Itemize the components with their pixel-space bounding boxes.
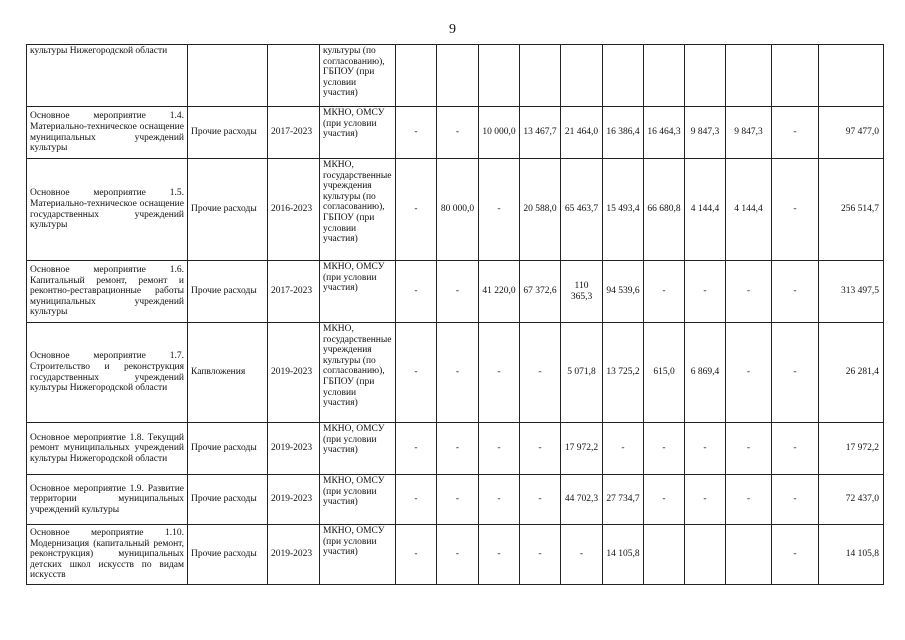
value-cell: 94 539,6 — [603, 261, 644, 323]
table-row — [27, 423, 884, 475]
value-cell: 13 467,7 — [520, 107, 561, 159]
value-cell: - — [726, 475, 772, 525]
executor-cell: культуры (по согласованию), ГБПОУ (при условии участия) — [320, 45, 396, 107]
value-cell — [396, 45, 437, 107]
activity-name-cell: Основное мероприятие 1.4. Материально-техническое оснащение муниципальных учреждений культуры — [27, 107, 188, 159]
executor-cell: МКНО, ОМСУ (при условии участия) — [320, 423, 396, 475]
expense-category-cell: Прочие расходы — [188, 475, 268, 525]
value-cell: 9 847,3 — [726, 107, 772, 159]
total-cell: 17 972,2 — [819, 423, 884, 475]
expense-category-cell: Прочие расходы — [188, 159, 268, 261]
value-cell: - — [437, 525, 479, 585]
value-cell: 14 105,8 — [603, 525, 644, 585]
value-cell: 80 000,0 — [437, 159, 479, 261]
table-row — [27, 525, 884, 585]
activity-name-cell: Основное мероприятие 1.6. Капитальный ремонт, ремонт и реконтно-реставрационные работы муниципальных учреждений культуры — [27, 261, 188, 323]
table-row — [27, 261, 884, 323]
value-cell: - — [520, 323, 561, 423]
value-cell: - — [685, 261, 726, 323]
activity-name-cell: Основное мероприятие 1.8. Текущий ремонт муниципальных учреждений культуры Нижегородской области — [27, 423, 188, 475]
value-cell: - — [396, 159, 437, 261]
value-cell: - — [396, 107, 437, 159]
activity-name-cell: Основное мероприятие 1.7. Строительство и реконструкция государственных учреждений культуры Нижегородской области — [27, 323, 188, 423]
executor-cell: МКНО, ОМСУ (при условии участия) — [320, 475, 396, 525]
value-cell: - — [479, 423, 520, 475]
value-cell — [644, 525, 685, 585]
value-cell: - — [685, 475, 726, 525]
value-cell — [685, 525, 726, 585]
table-row — [27, 45, 884, 107]
value-cell: - — [772, 107, 819, 159]
period-cell: 2017-2023 — [268, 261, 320, 323]
period-cell: 2016-2023 — [268, 159, 320, 261]
expense-category-cell: Прочие расходы — [188, 261, 268, 323]
value-cell — [520, 45, 561, 107]
value-cell: 27 734,7 — [603, 475, 644, 525]
value-cell: 15 493,4 — [603, 159, 644, 261]
activity-name-cell: Основное мероприятие 1.5. Материально-техническое оснащение государственных учреждений культуры — [27, 159, 188, 261]
value-cell: - — [520, 423, 561, 475]
value-cell: 13 725,2 — [603, 323, 644, 423]
activity-name-cell: Основное мероприятие 1.10. Модернизация (капитальный ремонт, реконструкция) муниципальных детских школ искусств по видам искусств — [27, 525, 188, 585]
value-cell: - — [772, 159, 819, 261]
total-cell: 97 477,0 — [819, 107, 884, 159]
value-cell: 17 972,2 — [561, 423, 603, 475]
table-row — [27, 475, 884, 525]
value-cell: - — [479, 525, 520, 585]
value-cell: - — [644, 423, 685, 475]
value-cell: - — [772, 323, 819, 423]
value-cell: 10 000,0 — [479, 107, 520, 159]
value-cell: 615,0 — [644, 323, 685, 423]
total-cell: 14 105,8 — [819, 525, 884, 585]
value-cell: - — [603, 423, 644, 475]
page-number: 9 — [449, 22, 456, 37]
total-cell: 72 437,0 — [819, 475, 884, 525]
value-cell: - — [772, 525, 819, 585]
period-cell: 2017-2023 — [268, 107, 320, 159]
value-cell: - — [396, 525, 437, 585]
value-cell: - — [726, 323, 772, 423]
value-cell — [561, 45, 603, 107]
value-cell: - — [479, 475, 520, 525]
budget-table — [26, 44, 884, 585]
value-cell — [726, 45, 772, 107]
value-cell: - — [437, 423, 479, 475]
value-cell: - — [726, 261, 772, 323]
value-cell — [437, 45, 479, 107]
executor-cell: МКНО, ОМСУ (при условии участия) — [320, 525, 396, 585]
value-cell: - — [479, 323, 520, 423]
table-row — [27, 323, 884, 423]
value-cell: - — [726, 423, 772, 475]
expense-category-cell: Прочие расходы — [188, 423, 268, 475]
value-cell: - — [644, 261, 685, 323]
value-cell: - — [396, 323, 437, 423]
period-cell — [268, 45, 320, 107]
expense-category-cell: Прочие расходы — [188, 107, 268, 159]
table-row — [27, 159, 884, 261]
value-cell: - — [561, 525, 603, 585]
value-cell: 4 144,4 — [726, 159, 772, 261]
value-cell — [772, 45, 819, 107]
value-cell: 44 702,3 — [561, 475, 603, 525]
value-cell: 4 144,4 — [685, 159, 726, 261]
value-cell: - — [520, 475, 561, 525]
activity-name-cell: культуры Нижегородской области — [27, 45, 188, 107]
total-cell: 256 514,7 — [819, 159, 884, 261]
value-cell — [644, 45, 685, 107]
value-cell: 20 588,0 — [520, 159, 561, 261]
value-cell: - — [644, 475, 685, 525]
value-cell: 21 464,0 — [561, 107, 603, 159]
value-cell: 9 847,3 — [685, 107, 726, 159]
value-cell: 66 680,8 — [644, 159, 685, 261]
value-cell: - — [685, 423, 726, 475]
value-cell: 16 464,3 — [644, 107, 685, 159]
total-cell: 313 497,5 — [819, 261, 884, 323]
table-row — [27, 107, 884, 159]
value-cell: - — [772, 423, 819, 475]
value-cell: - — [520, 525, 561, 585]
value-cell: 16 386,4 — [603, 107, 644, 159]
value-cell: - — [396, 261, 437, 323]
period-cell: 2019-2023 — [268, 525, 320, 585]
value-cell: 6 869,4 — [685, 323, 726, 423]
period-cell: 2019-2023 — [268, 475, 320, 525]
value-cell: 5 071,8 — [561, 323, 603, 423]
value-cell: 67 372,6 — [520, 261, 561, 323]
period-cell: 2019-2023 — [268, 323, 320, 423]
period-cell: 2019-2023 — [268, 423, 320, 475]
executor-cell: МКНО, ОМСУ (при условии участия) — [320, 261, 396, 323]
value-cell: - — [396, 423, 437, 475]
value-cell: 41 220,0 — [479, 261, 520, 323]
expense-category-cell — [188, 45, 268, 107]
value-cell: - — [437, 261, 479, 323]
value-cell: 65 463,7 — [561, 159, 603, 261]
executor-cell: МКНО, государственные учреждения культуры (по согласованию), ГБПОУ (при условии участия) — [320, 323, 396, 423]
value-cell: - — [772, 475, 819, 525]
executor-cell: МКНО, государственные учреждения культуры (по согласованию), ГБПОУ (при условии участия) — [320, 159, 396, 261]
table-body — [27, 45, 884, 585]
value-cell: - — [437, 107, 479, 159]
total-cell: 26 281,4 — [819, 323, 884, 423]
total-cell — [819, 45, 884, 107]
value-cell — [603, 45, 644, 107]
value-cell — [726, 525, 772, 585]
value-cell: - — [479, 159, 520, 261]
value-cell: - — [437, 323, 479, 423]
value-cell: - — [437, 475, 479, 525]
value-cell: - — [396, 475, 437, 525]
expense-category-cell: Прочие расходы — [188, 525, 268, 585]
value-cell: 110 365,3 — [561, 261, 603, 323]
activity-name-cell: Основное мероприятие 1.9. Развитие территории муниципальных учреждений культуры — [27, 475, 188, 525]
value-cell — [685, 45, 726, 107]
value-cell — [479, 45, 520, 107]
executor-cell: МКНО, ОМСУ (при условии участия) — [320, 107, 396, 159]
expense-category-cell: Капвложения — [188, 323, 268, 423]
value-cell: - — [772, 261, 819, 323]
